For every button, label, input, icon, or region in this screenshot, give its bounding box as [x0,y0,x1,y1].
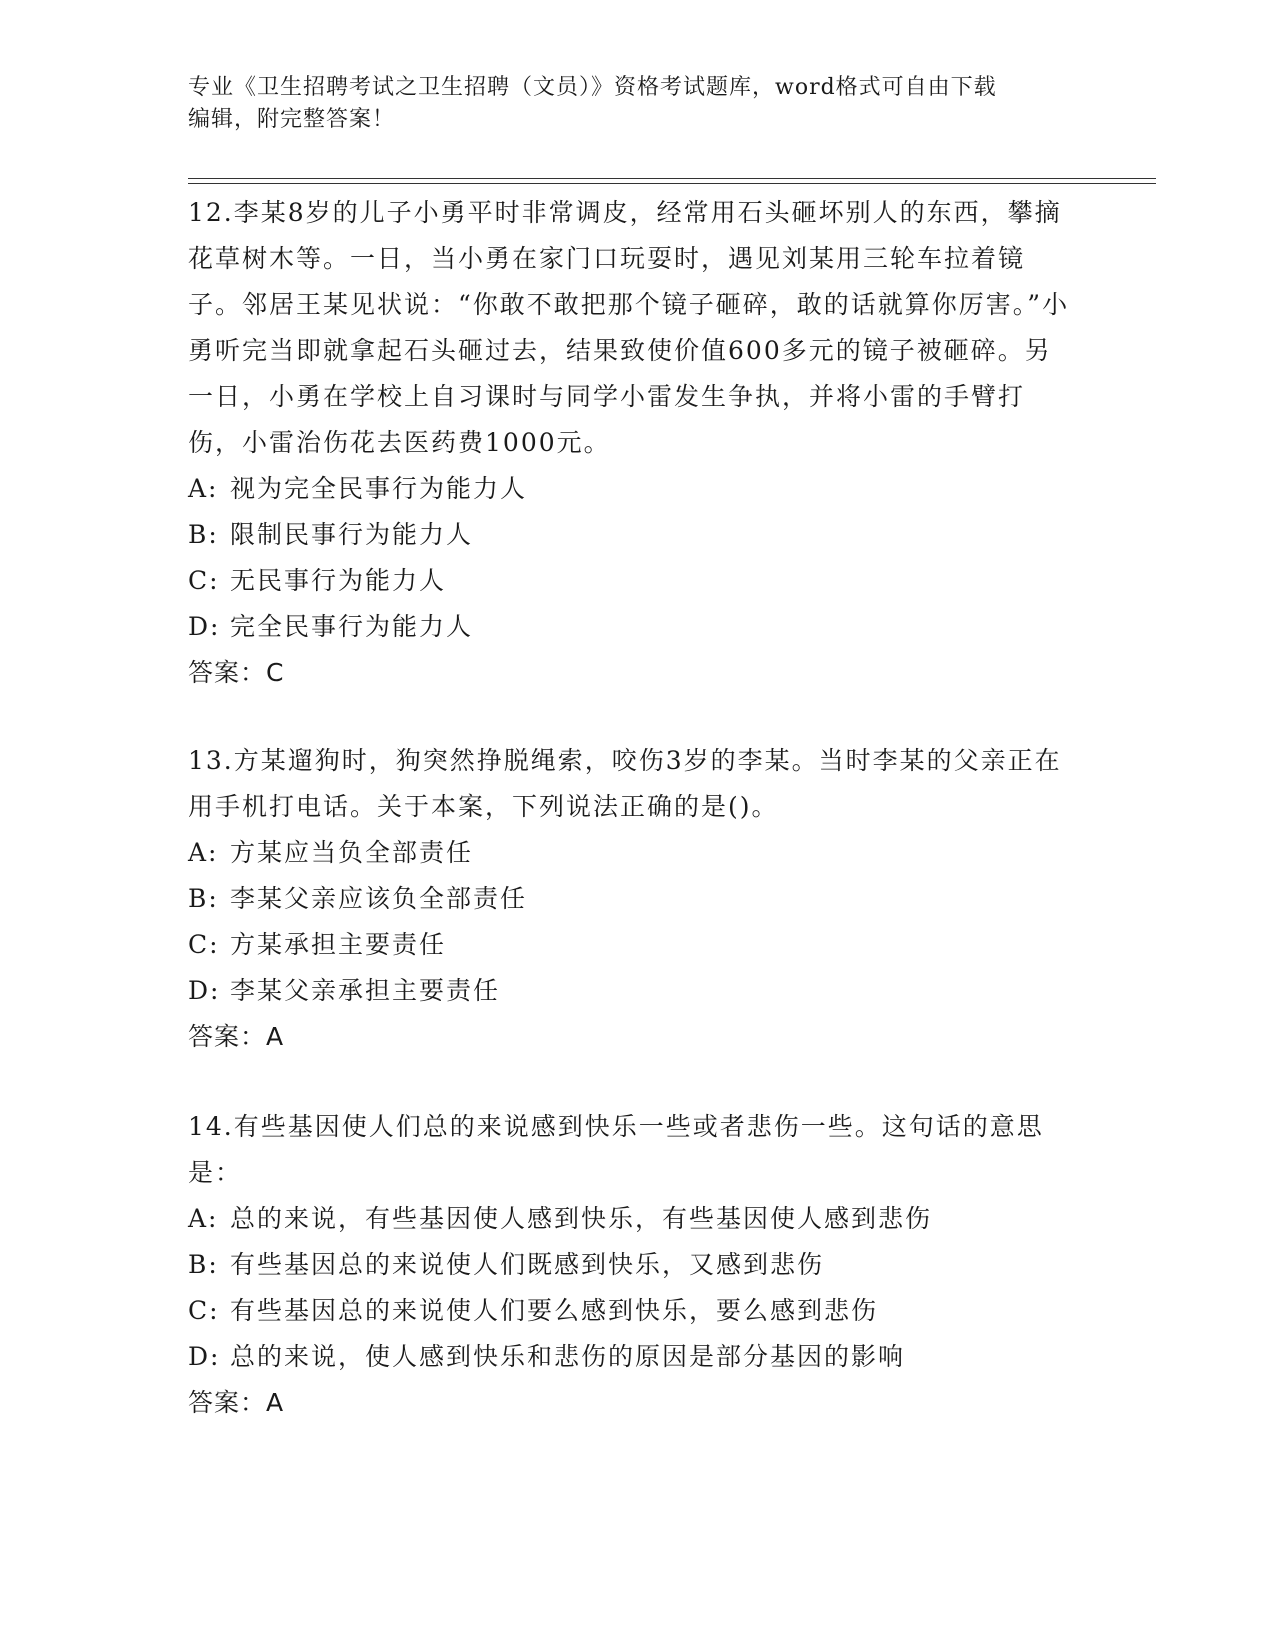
option-label: B: [188,520,219,549]
option-label: A: [188,474,219,503]
option-label: C: [188,1296,220,1325]
option-text: 限制民事行为能力人 [230,520,474,549]
option-c [188,1288,1078,1334]
question-stem: 14.有些基因使人们总的来说感到快乐一些或者悲伤一些。这句话的意思是： [188,1112,1044,1187]
option-text: 完全民事行为能力人 [230,612,474,641]
question-stem: 12.李某8岁的儿子小勇平时非常调皮，经常用石头砸坏别人的东西，攀摘花草树木等。一日，当小勇在家门口玩耍时，遇见刘某用三轮车拉着镜子。邻居王某见状说：“你敢不敢把那个镜子砸碎，敢的话就算你厉害。”小勇听完当即就拿起石头砸过去，结果致使价值600多元的镜子被砸碎。另一日，小勇在学校上自习课时与同学小雷发生争执，并将小雷的手臂打伤，小雷治伤花去医药费1000元。 [188,198,1070,457]
option-label: A: [188,1204,219,1233]
option-text: 有些基因总的来说使人们要么感到快乐，要么感到悲伤 [230,1296,879,1325]
option-text: 总的来说，有些基因使人感到快乐，有些基因使人感到悲伤 [230,1204,933,1233]
option-text: 李某父亲承担主要责任 [230,976,501,1005]
header-divider-bottom [188,183,1156,184]
option-text: 方某承担主要责任 [230,930,447,959]
answer-line: 答案：C [188,658,285,687]
option-text: 李某父亲应该负全部责任 [230,884,528,913]
header-divider-top [188,178,1156,179]
option-d [188,604,1078,650]
answer-line: 答案：A [188,1388,285,1417]
option-label: C: [188,566,220,595]
option-c [188,922,1078,968]
option-d [188,968,1078,1014]
question-13 [188,738,1078,1060]
document-header [188,72,1088,136]
option-text: 视为完全民事行为能力人 [230,474,528,503]
option-a [188,466,1078,512]
option-label: D: [188,1342,221,1371]
option-text: 总的来说，使人感到快乐和悲伤的原因是部分基因的影响 [230,1342,906,1371]
option-label: D: [188,612,221,641]
option-label: A: [188,838,219,867]
option-text: 方某应当负全部责任 [230,838,474,867]
question-14 [188,1104,1078,1426]
option-a [188,830,1078,876]
option-text: 无民事行为能力人 [230,566,447,595]
option-label: B: [188,1250,219,1279]
option-a [188,1196,1078,1242]
option-label: C: [188,930,220,959]
option-label: D: [188,976,221,1005]
option-text: 有些基因总的来说使人们既感到快乐，又感到悲伤 [230,1250,825,1279]
option-c [188,558,1078,604]
option-d [188,1334,1078,1380]
option-b [188,1242,1078,1288]
option-label: B: [188,884,219,913]
header-line-1: 专业《卫生招聘考试之卫生招聘（文员）》资格考试题库，word格式可自由下载 [188,75,997,100]
answer-line: 答案：A [188,1022,285,1051]
question-stem: 13.方某遛狗时，狗突然挣脱绳索，咬伤3岁的李某。当时李某的父亲正在用手机打电话。关于本案，下列说法正确的是()。 [188,746,1062,821]
question-12 [188,190,1078,696]
option-b [188,512,1078,558]
header-line-2: 编辑，附完整答案！ [188,107,396,132]
option-b [188,876,1078,922]
